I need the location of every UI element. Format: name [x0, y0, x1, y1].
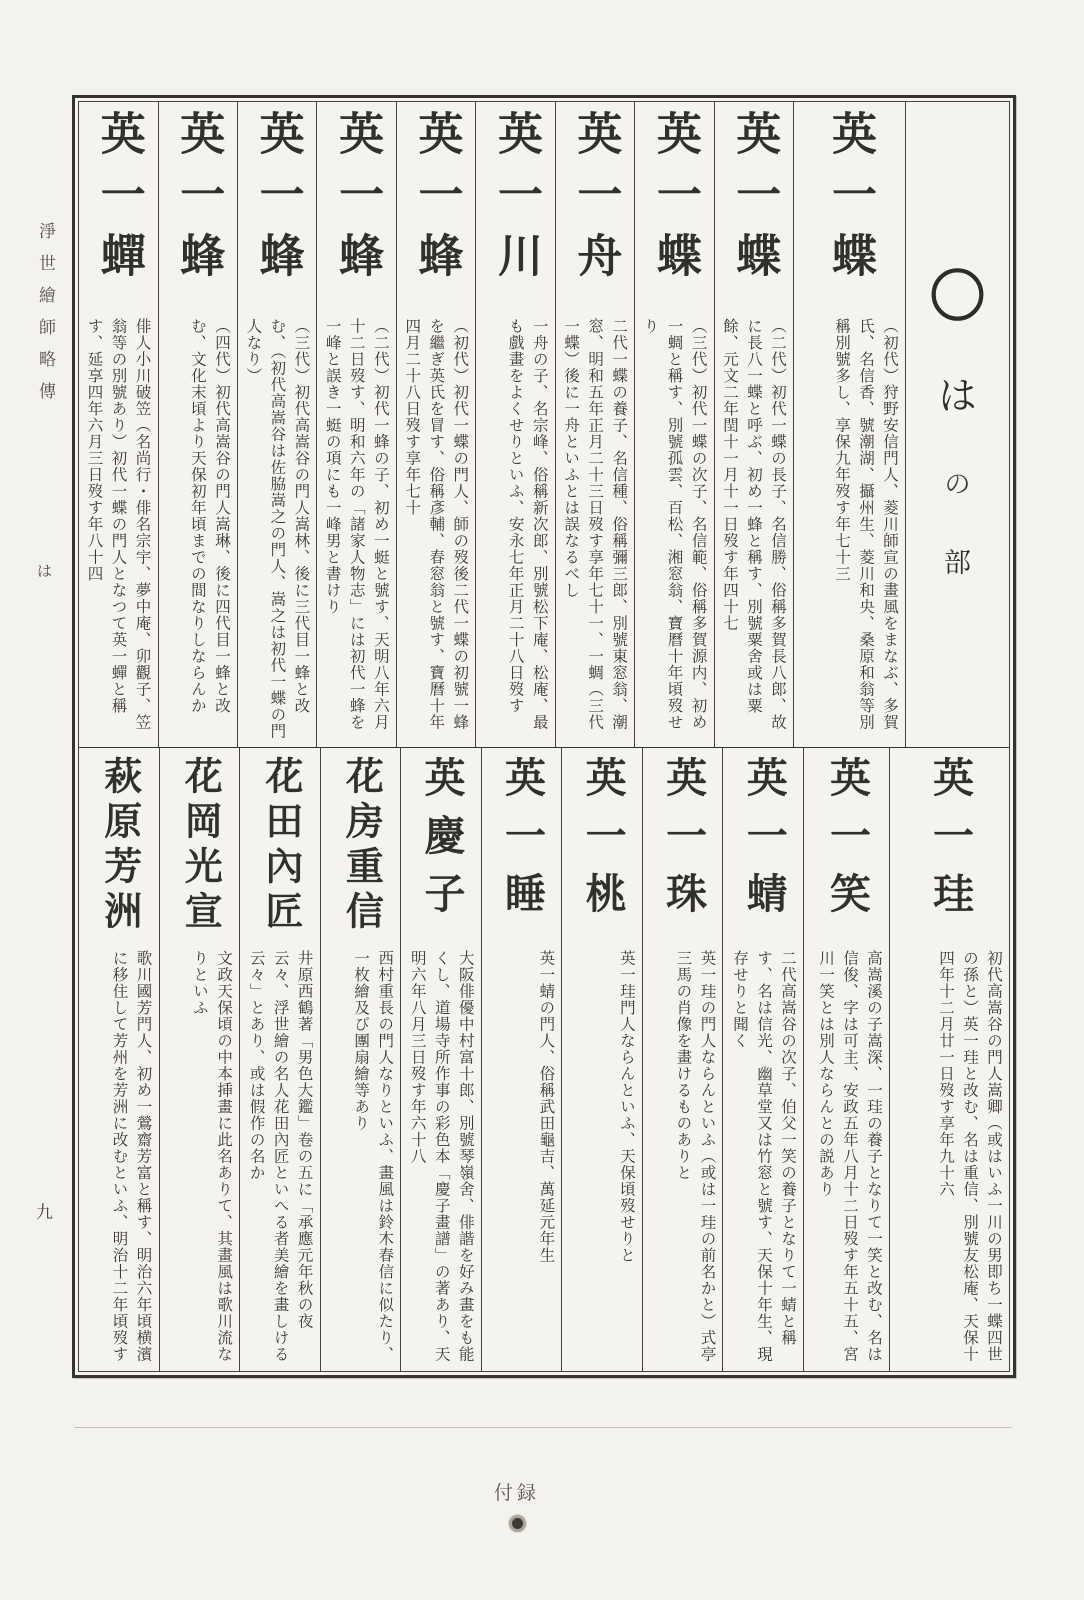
entry-body: 高嵩溪の子嵩深、一珪の養子となりて一笑と改む、名は信俊、字は可主、安政五年八月十二日歿す年五十五、宮川一笑とは別人ならんとの説あり [816, 950, 882, 1363]
section-circle-mark: 〇 [929, 267, 986, 329]
entry-name: 英慶子 [418, 756, 465, 930]
registration-dot-icon [509, 1515, 526, 1532]
margin-running-title: 淨世繪師略傳 [36, 222, 55, 414]
entry-column-hanabusa-shigenobu [320, 748, 401, 1371]
entry-body: 英一珪の門人ならんといふ（或は一珪の前名かと）式亭三馬の肖像を畫けるものありと [674, 950, 716, 1363]
table-frame [72, 95, 1016, 1378]
entry-body: （四代）初代高嵩谷の門人嵩琳、後に四代目一蜂と改む、文化末頃より天保初年頃までの間なりしならんか [188, 318, 230, 714]
table-inner-frame [78, 101, 1010, 1372]
page-number: 九 [36, 1203, 53, 1222]
section-header-cell [905, 102, 1009, 747]
entry-body: 西村重長の門人なりといふ、畫風は鈴木春信に似たり、一枚繪及び團扇繪等あり [352, 950, 394, 1363]
footer-divider [74, 1427, 1012, 1428]
section-kana: は [938, 376, 977, 418]
entry-body: 二代高嵩谷の次子、伯父一笑の養子となりて一蜻と稱す、名は信光、幽草堂又は竹窓と號す、天保十年生、現存せりと聞く [730, 950, 796, 1363]
entry-column-hanaoka-mitsunobu [159, 748, 240, 1371]
entry-name: 花房重信 [339, 756, 382, 936]
entry-body: （二代）初代一蜂の子、初め一蜓と號す、天明八年六月十二日歿す、明和六年の「諸家人物志」には初代一蜂を一峰と誤き一蜓の項にも一峰男と書けり [323, 318, 389, 731]
margin-section-kana: は [37, 564, 53, 580]
entry-body: 俳人小川破笠（名尚行・俳名宗宇、夢中庵、卯觀子、笠翁等の別號あり）初代一蝶の門人となつて英一蟬と稱す、延享四年六月三日歿す年八十四 [85, 318, 151, 731]
entry-column-issen-cicada [79, 102, 157, 747]
entry-name: 英一舟 [570, 110, 621, 293]
entry-name: 花田內匠 [258, 756, 301, 936]
entry-body: （初代）狩野安信門人、菱川師宣の畫風をまなぶ、多賀氏、名信香、號潮湖、攝州生、菱川和央、桑原和翁等別稱別號多し、享保九年歿す年七十三 [832, 318, 898, 731]
entry-name: 英一蝶 [825, 110, 875, 293]
entry-name: 英一蜂 [411, 110, 462, 293]
entry-body: 二代一蝶の養子、名信種、俗稱彌三郎、別號東窓翁、潮窓、明和五年正月二十三日歿す享年七十一、一蜩（三代一蝶）後に一舟といふとは誤なるべし [562, 318, 628, 731]
entry-body: 英一珪門人ならんといふ、天保頃歿せりと [617, 950, 635, 1264]
entry-column-keishi [400, 748, 481, 1371]
entry-column-isshu [555, 102, 634, 747]
table-row-bottom [79, 748, 1009, 1371]
entry-body: 初代高嵩谷の門人嵩卿（或はいふ一川の男即ち一蝶四世の孫と）英一珪と改む、名は重信、別號友松庵、天保十四年十二月廿一日歿す享年九十六 [936, 950, 1002, 1363]
entry-name: 花岡光宣 [178, 756, 221, 936]
entry-column-issen-river [475, 102, 554, 747]
entry-column-issui [481, 748, 562, 1371]
entry-name: 英一珠 [660, 756, 707, 930]
entry-column-isshu-jewel [642, 748, 723, 1371]
entry-name: 英一笑 [824, 756, 870, 930]
entry-name: 英一蜂 [252, 110, 303, 293]
entry-name: 英一蝶 [649, 110, 700, 293]
entry-body: （三代）初代一蝶の次子、名信範、俗稱多賀源内、初め一蜩と稱す、別號孤雲、百松、湘窓翁、寶曆十年頃歿せり [641, 318, 707, 731]
entry-name: 英一蟬 [93, 110, 144, 293]
footer-label: 付録 [493, 1483, 540, 1504]
entry-name: 英一蜂 [173, 110, 224, 293]
entry-name: 英一蜂 [332, 110, 383, 293]
entry-column-ippo-3 [237, 102, 316, 747]
entry-name: 英一蝶 [729, 110, 780, 293]
entry-column-ippo-2 [316, 102, 395, 747]
entry-body: （三代）初代高嵩谷の門人嵩林、後に三代目一蜂と改む、（初代高嵩谷は佐脇嵩之の門人、嵩之は初代一蝶の門人なり） [244, 318, 310, 740]
entry-column-hanada-takumi [239, 748, 320, 1371]
entry-column-itcho-3 [634, 102, 713, 747]
entry-name: 英一蜻 [740, 756, 787, 930]
entry-body: 歌川國芳門人、初め一鶯齋芳富と稱す、明治六年頃横濱に移住して芳州を芳洲に改むといふ、明治十二年頃歿す [110, 950, 152, 1363]
entry-body: 英一蜻の門人、俗稱武田龜吉、萬延元年生 [537, 950, 555, 1264]
entry-column-itcho-2 [714, 102, 793, 747]
entry-column-issho [803, 748, 889, 1371]
entry-column-ippo-1 [396, 102, 475, 747]
entry-body: （初代）初代一蝶の門人、師の歿後二代一蝶の初號一蜂を繼ぎ英氏を冒す、俗稱彥輔、春窓翁と號す、寶曆十年四月二十八日歿す享年七十 [403, 318, 469, 731]
entry-name: 英一川 [490, 110, 541, 293]
entry-column-ikkei [889, 748, 1009, 1371]
entry-name: 英一桃 [579, 756, 626, 930]
entry-body: 一舟の子、名宗峰、俗稱新次郎、別號松下庵、松庵、最も戲畫をよくせりといふ、安永七年正月二十八日歿す [506, 318, 548, 731]
entry-body: 大阪俳優中村富十郎、別號琴嶺舍、俳諧を好み畫をも能くし、道場寺所作事の彩色本「慶子畫譜」の著あり、天明六年八月三日歿す年六十八 [408, 950, 474, 1363]
table-row-top [79, 102, 1009, 748]
entry-column-itcho-1 [793, 102, 905, 747]
entry-body: （二代）初代一蝶の長子、名信勝、俗稱多賀長八郎、故に長八一蝶と呼ぶ、初め一蜂と稱す、別號粟舍或は粟餘、元文二年閏十一月十一日歿す年四十七 [720, 318, 786, 731]
entry-column-ippo-4 [158, 102, 237, 747]
footer [72, 1478, 962, 1532]
entry-name: 英一珪 [927, 756, 973, 930]
entry-column-hagiwara-hoshu [79, 748, 159, 1371]
entry-column-issei [722, 748, 803, 1371]
entry-body: 井原西鶴著「男色大鑑」卷の五に「承應元年秋の夜云々、浮世繪の名人花田內匠といへる者美繪を畫しける云々」とあり、或は假作の名か [247, 950, 313, 1363]
entry-column-itto [561, 748, 642, 1371]
entry-name: 萩原芳洲 [97, 756, 140, 936]
entry-body: 文政天保頃の中本挿畫に此名ありて、其畫風は歌川流なりといふ [191, 950, 233, 1363]
section-bu: 部 [944, 548, 971, 578]
entry-name: 英一睡 [499, 756, 546, 930]
section-particle: の [944, 470, 971, 499]
